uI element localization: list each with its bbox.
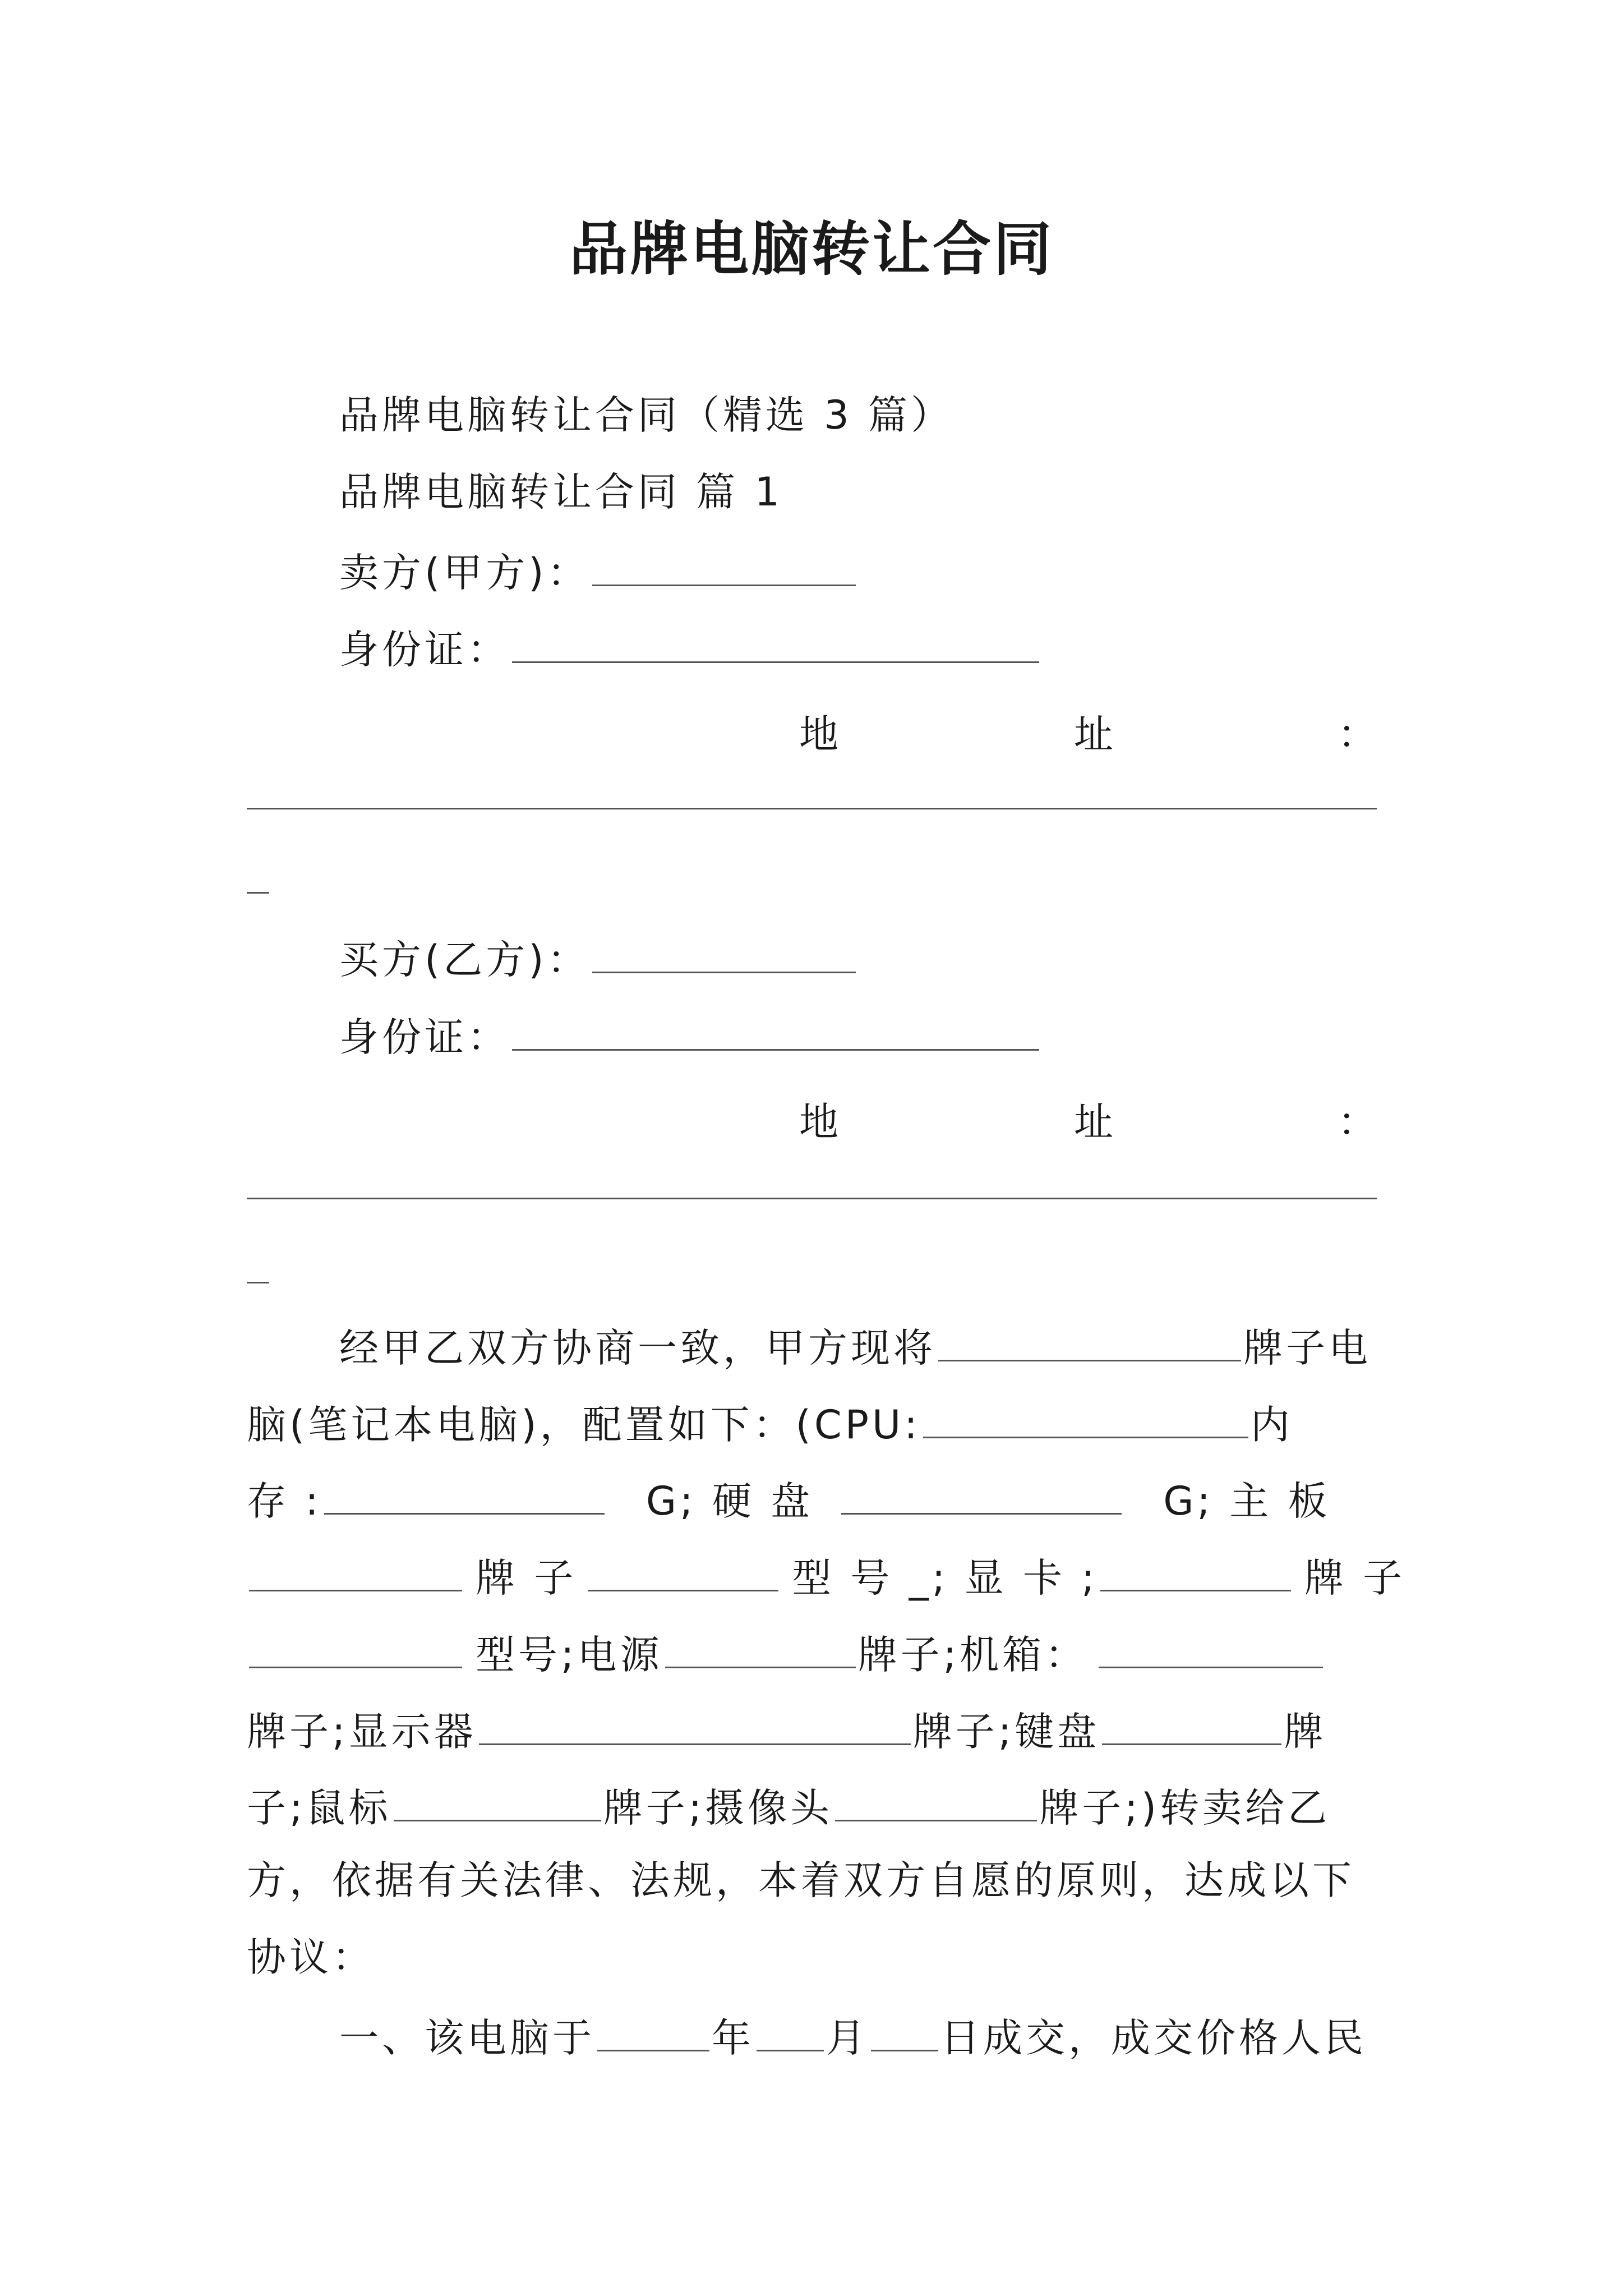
body-text: 牌 子	[1304, 1555, 1405, 1601]
buyer-name-blank	[592, 936, 856, 973]
seller-address-char1: 地	[799, 711, 838, 757]
buyer-id-blank	[512, 1013, 1039, 1051]
seller-address-colon: ：	[1338, 711, 1377, 757]
buyer-label: 买方(乙方)：	[339, 937, 590, 983]
body-line-1	[339, 1324, 1371, 1371]
buyer-line	[339, 936, 858, 983]
body-text: 存 :	[247, 1478, 322, 1524]
buyer-address-char1: 地	[799, 1099, 838, 1145]
body-text: 型 号 _; 显 卡 ;	[792, 1555, 1098, 1601]
mouse-blank	[394, 1784, 601, 1821]
body-text: G; 主 板	[1163, 1478, 1331, 1524]
body-text: G; 硬 盘	[645, 1478, 814, 1524]
month-blank	[757, 2014, 824, 2051]
seller-label: 卖方(甲方)：	[339, 550, 590, 596]
gpu-blank	[1100, 1554, 1291, 1591]
buyer-id-line	[339, 1013, 1041, 1060]
case-blank	[1099, 1631, 1323, 1668]
body-text: 牌子;)转卖给乙	[1039, 1785, 1331, 1831]
seller-address-char2: 址	[1074, 711, 1113, 757]
body-text: 牌	[1284, 1709, 1327, 1755]
clause-one	[339, 2014, 1367, 2061]
motherboard-blank	[249, 1554, 462, 1591]
body-line-5	[247, 1631, 1325, 1678]
body-text: 经甲乙双方协商一致，甲方现将	[339, 1325, 936, 1371]
cpu-blank	[923, 1401, 1248, 1438]
body-text: 年	[712, 2015, 754, 2061]
body-text: 脑(笔记本电脑)，配置如下：(CPU:	[247, 1402, 921, 1448]
buyer-address-char2: 址	[1074, 1099, 1113, 1145]
buyer-address-blank	[247, 1198, 1377, 1199]
seller-address-blank-cont	[247, 892, 269, 894]
seller-address-blank	[247, 808, 1377, 809]
subtitle: 品牌电脑转让合同（精选 3 篇）	[339, 392, 954, 438]
body-line-7	[247, 1784, 1331, 1831]
body-text: 月	[826, 2015, 869, 2061]
memory-blank	[324, 1477, 605, 1515]
body-text: 型号;电源	[476, 1632, 663, 1678]
body-line-9: 协议：	[247, 1934, 375, 1980]
section-heading: 品牌电脑转让合同 篇 1	[339, 469, 783, 515]
buyer-address-colon: ：	[1338, 1099, 1377, 1145]
body-line-4	[247, 1554, 1405, 1601]
keyboard-blank	[1102, 1708, 1281, 1745]
year-blank	[597, 2014, 709, 2051]
disk-blank	[841, 1477, 1122, 1515]
body-line-3	[247, 1477, 1331, 1524]
body-text: 牌子;键盘	[912, 1709, 1100, 1755]
seller-id-blank	[512, 625, 1039, 663]
body-text: 牌子;机箱：	[857, 1632, 1088, 1678]
body-text: 牌子;摄像头	[603, 1785, 833, 1831]
body-text: 牌子电	[1243, 1325, 1371, 1371]
buyer-id-label: 身份证：	[339, 1014, 510, 1060]
monitor-blank	[479, 1708, 911, 1745]
seller-line	[339, 549, 858, 596]
camera-blank	[835, 1784, 1037, 1821]
model-blank	[588, 1554, 778, 1591]
seller-id-line	[339, 625, 1041, 673]
body-text: 内	[1250, 1402, 1293, 1448]
body-line-2	[247, 1401, 1293, 1448]
body-line-6	[247, 1708, 1327, 1755]
body-text: 日成交，成交价格人民	[940, 2015, 1367, 2061]
day-blank	[871, 2014, 938, 2051]
body-text: 牌 子	[476, 1555, 577, 1601]
psu-blank	[665, 1631, 856, 1668]
buyer-address-blank-cont	[247, 1282, 269, 1283]
body-text: 牌子;显示器	[247, 1709, 477, 1755]
body-line-8: 方，依据有关法律、法规，本着双方自愿的原则，达成以下	[247, 1857, 1355, 1903]
document-title: 品牌电脑转让合同	[569, 214, 1054, 283]
seller-name-blank	[592, 549, 856, 586]
body-text: 一、该电脑于	[339, 2015, 595, 2061]
gpu-model-blank	[249, 1631, 462, 1668]
brand-blank	[938, 1324, 1241, 1361]
seller-id-label: 身份证：	[339, 627, 510, 673]
body-text: 子;鼠标	[247, 1785, 391, 1831]
